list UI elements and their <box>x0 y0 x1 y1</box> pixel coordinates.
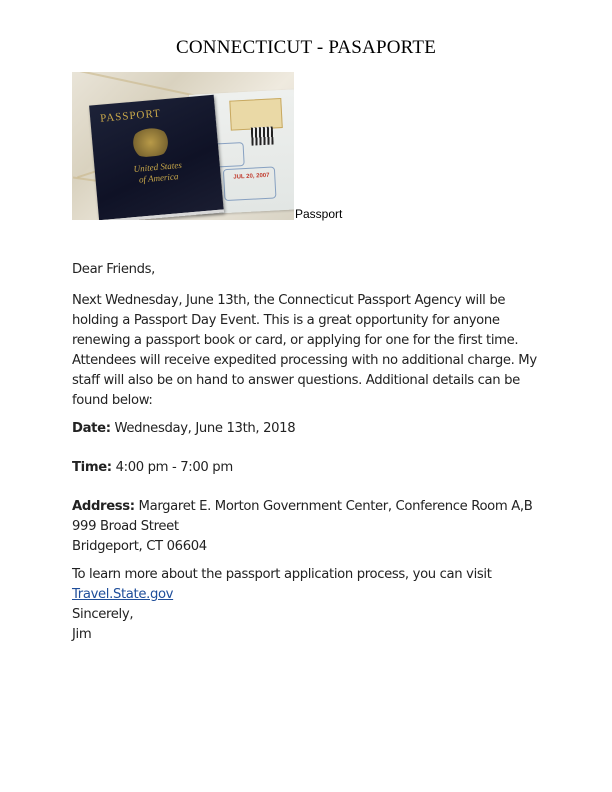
learn-more-text: To learn more about the passport application process, you can visit <box>72 567 492 582</box>
body-paragraph: Next Wednesday, June 13th, the Connecticut Passport Agency will be holding a Passport Day Event. This is a great opportunity for anyone renewing a passport book or card, or applying for one for the first time. Attendees will receive expedited processing with no additional charge. My staff will also be on hand to answer questions. Additional details can be found below: <box>72 293 537 408</box>
date-value: Wednesday, June 13th, 2018 <box>110 421 296 436</box>
country-line-2: of America <box>138 171 179 185</box>
signature: Jim <box>72 627 92 642</box>
passport-cover-title: PASSPORT <box>99 107 162 125</box>
travel-state-gov-link[interactable]: Travel.State.gov <box>72 587 174 602</box>
date-label: Date: <box>72 421 111 436</box>
time-detail <box>72 458 542 478</box>
time-label: Time: <box>72 460 112 475</box>
address-detail <box>72 497 542 557</box>
closing <box>72 565 542 645</box>
visa-sticker <box>229 98 282 131</box>
page-title: CONNECTICUT - PASAPORTE <box>176 37 436 58</box>
passport-cover-country <box>122 159 194 187</box>
letter-body <box>72 260 542 645</box>
passport-book <box>89 95 224 220</box>
signoff: Sincerely, <box>72 607 134 622</box>
passport-image-row <box>72 72 342 220</box>
eagle-seal-icon <box>129 127 171 158</box>
passport-photo <box>72 72 294 220</box>
address-line-2: 999 Broad Street <box>72 519 179 534</box>
date-detail <box>72 419 542 439</box>
address-line-1: Margaret E. Morton Government Center, Conference Room A,B <box>134 499 533 514</box>
stamp-date: JUL 20, 2007 <box>233 172 270 181</box>
qr-code-icon <box>251 126 274 145</box>
time-value: 4:00 pm - 7:00 pm <box>111 460 233 475</box>
greeting: Dear Friends, <box>72 262 156 277</box>
stamp-icon <box>223 166 277 201</box>
address-label: Address: <box>72 499 135 514</box>
country-line-1: United States <box>133 159 183 175</box>
image-caption: Passport <box>295 207 343 221</box>
address-line-3: Bridgeport, CT 06604 <box>72 539 207 554</box>
